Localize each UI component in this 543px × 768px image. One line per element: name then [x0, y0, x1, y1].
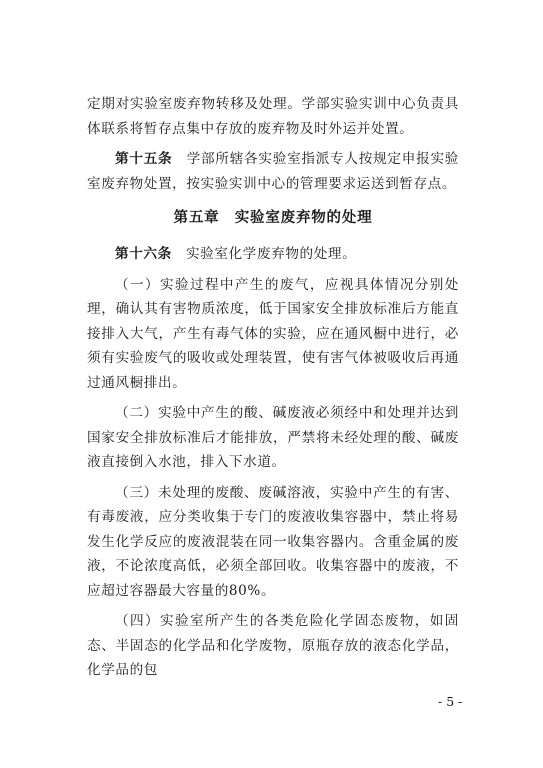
- paragraph-continuation: [87, 92, 459, 141]
- list-item-1: （一）实验过程中产生的废气，应视具体情况分别处理，确认其有害物质浓度，低于国家安全排放标准后方能直接排入大气，产生有毒气体的实验，应在通风橱中进行，必须有实验废气的吸收或处理装置，使有害气体被吸收后再通过通风橱排出。: [87, 276, 459, 391]
- article-text: 学部所辖各实验室指派专人按规定申报实验室废弃物处置，按实验实训中心的管理要求运送到暂存点。: [87, 151, 459, 192]
- article-label: 第十六条: [115, 246, 172, 262]
- article-text: 实验室化学废弃物的处理。: [171, 246, 357, 262]
- list-item-4: （四）实验室所产生的各类危险化学固态废物，如固态、半固态的化学品和化学废物，原瓶存放的液态化学品，化学品的包: [87, 613, 459, 678]
- document-body: [87, 92, 459, 689]
- article-15: [87, 147, 459, 196]
- article-label: 第十五条: [115, 151, 173, 167]
- page-number: - 5 -: [438, 694, 463, 709]
- list-item-2: （二）实验中产生的酸、碱废液必须经中和处理并达到国家安全排放标准后才能排放，严禁将未经处理的酸、碱废液直接倒入水池，排入下水道。: [87, 405, 459, 470]
- list-item-3: （三）未处理的废酸、废碱溶液，实验中产生的有害、有毒废液，应分类收集于专门的废液收集容器中，禁止将易发生化学反应的废液混装在同一收集容器内。含重金属的废液，不论浓度高低，必须全部回收。收集容器中的废液，不应超过容器最大容量的80%。: [87, 484, 459, 599]
- article-16: [87, 242, 459, 267]
- paragraph-text: 定期对实验室废弃物转移及处理。学部实验实训中心负责具体联系将暂存点集中存放的废弃物及时外运并处置。: [87, 96, 459, 137]
- chapter-title: 第五章 实验室废弃物的处理: [173, 209, 373, 226]
